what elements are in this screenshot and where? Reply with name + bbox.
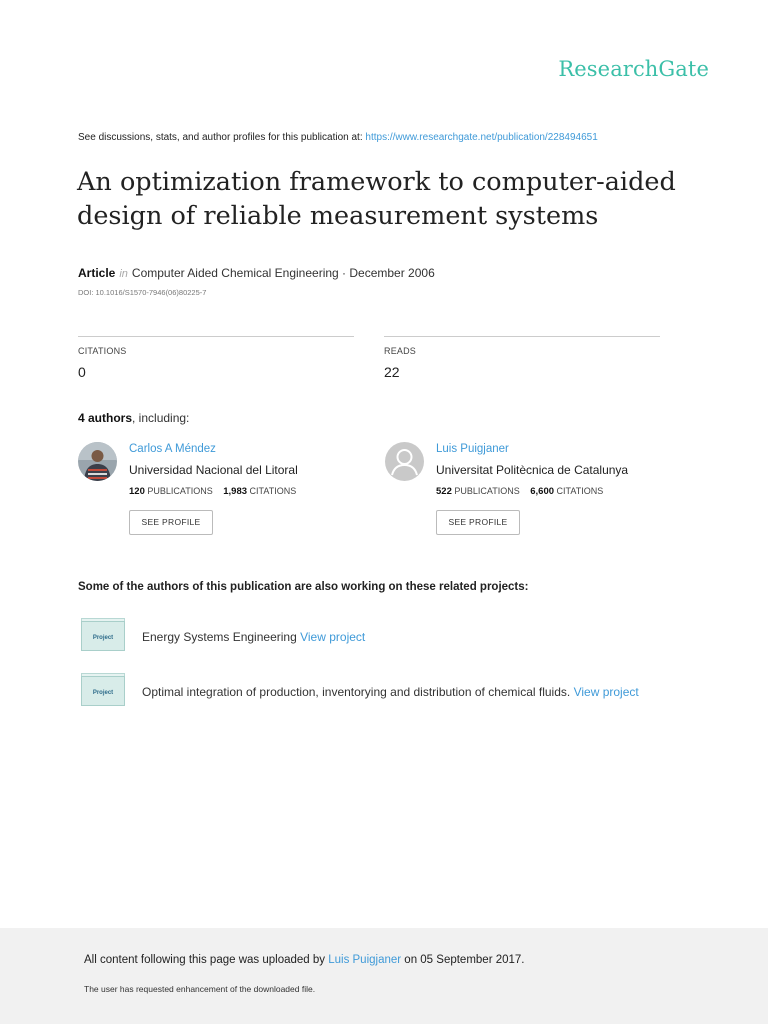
view-project-link[interactable]: View project bbox=[300, 630, 366, 644]
publication-title: An optimization framework to computer-aided design of reliable measurement systems bbox=[77, 167, 676, 231]
author-citations-count: 1,983 bbox=[223, 486, 248, 497]
author-institution: Universitat Politècnica de Catalunya bbox=[436, 463, 629, 477]
project-text bbox=[142, 685, 639, 699]
author-counts bbox=[436, 486, 603, 497]
publication-meta bbox=[78, 266, 435, 280]
related-project bbox=[80, 618, 720, 652]
upload-suffix: on 05 September 2017. bbox=[401, 954, 525, 966]
view-project-link[interactable]: View project bbox=[573, 685, 639, 699]
reads-value: 22 bbox=[384, 364, 400, 380]
upload-footer bbox=[0, 928, 768, 1024]
author-citations-count: 6,600 bbox=[530, 486, 555, 497]
project-folder-label: Project bbox=[92, 635, 114, 641]
project-folder-icon bbox=[80, 618, 126, 652]
publications-label: PUBLICATIONS bbox=[147, 486, 213, 496]
author-name-link[interactable]: Luis Puigjaner bbox=[436, 443, 509, 455]
doi: DOI: 10.1016/S1570-7946(06)80225-7 bbox=[78, 288, 207, 297]
see-profile-button[interactable]: SEE PROFILE bbox=[129, 510, 213, 535]
publications-label: PUBLICATIONS bbox=[454, 486, 520, 496]
reads-label: READS bbox=[384, 346, 417, 356]
authors-count: 4 authors bbox=[78, 411, 133, 425]
author-name-link[interactable]: Carlos A Méndez bbox=[129, 443, 216, 455]
discussion-line bbox=[78, 132, 598, 143]
project-title: Energy Systems Engineering bbox=[142, 630, 297, 644]
project-title: Optimal integration of production, inventorying and distribution of chemical fluids. bbox=[142, 685, 571, 699]
default-avatar-icon bbox=[385, 442, 424, 481]
authors-heading bbox=[78, 411, 189, 425]
reads-stat bbox=[384, 336, 660, 380]
upload-prefix: All content following this page was uploaded by bbox=[84, 954, 329, 966]
project-folder-icon bbox=[80, 673, 126, 707]
author-citations-label: CITATIONS bbox=[249, 486, 297, 496]
upload-line bbox=[84, 954, 525, 966]
author-card bbox=[385, 442, 685, 542]
project-text bbox=[142, 630, 365, 644]
publications-count: 522 bbox=[436, 486, 452, 497]
author-institution: Universidad Nacional del Litoral bbox=[129, 463, 298, 477]
publication-type: Article bbox=[78, 266, 116, 280]
author-citations-label: CITATIONS bbox=[556, 486, 604, 496]
venue-date: Computer Aided Chemical Engineering · December 2006 bbox=[131, 266, 435, 280]
author-counts bbox=[129, 486, 296, 497]
citations-stat bbox=[78, 336, 354, 380]
researchgate-logo[interactable]: ResearchGate bbox=[558, 57, 709, 81]
author-card bbox=[78, 442, 378, 542]
author-avatar[interactable] bbox=[385, 442, 424, 481]
project-folder-label: Project bbox=[92, 690, 114, 696]
citations-label: CITATIONS bbox=[78, 346, 127, 356]
discussion-text: See discussions, stats, and author profiles for this publication at: bbox=[78, 132, 366, 143]
related-project bbox=[80, 673, 720, 707]
citations-value: 0 bbox=[78, 364, 86, 380]
see-profile-button[interactable]: SEE PROFILE bbox=[436, 510, 520, 535]
publications-count: 120 bbox=[129, 486, 145, 497]
uploader-link[interactable]: Luis Puigjaner bbox=[328, 954, 402, 966]
author-avatar[interactable] bbox=[78, 442, 117, 481]
publication-url-link[interactable]: https://www.researchgate.net/publication/228494651 bbox=[365, 132, 598, 143]
related-projects-heading: Some of the authors of this publication are also working on these related projects: bbox=[78, 581, 529, 593]
authors-including: , including: bbox=[132, 411, 190, 425]
author-photo-icon bbox=[78, 442, 117, 481]
in-label: in bbox=[119, 268, 128, 280]
request-note: The user has requested enhancement of the downloaded file. bbox=[84, 984, 316, 994]
